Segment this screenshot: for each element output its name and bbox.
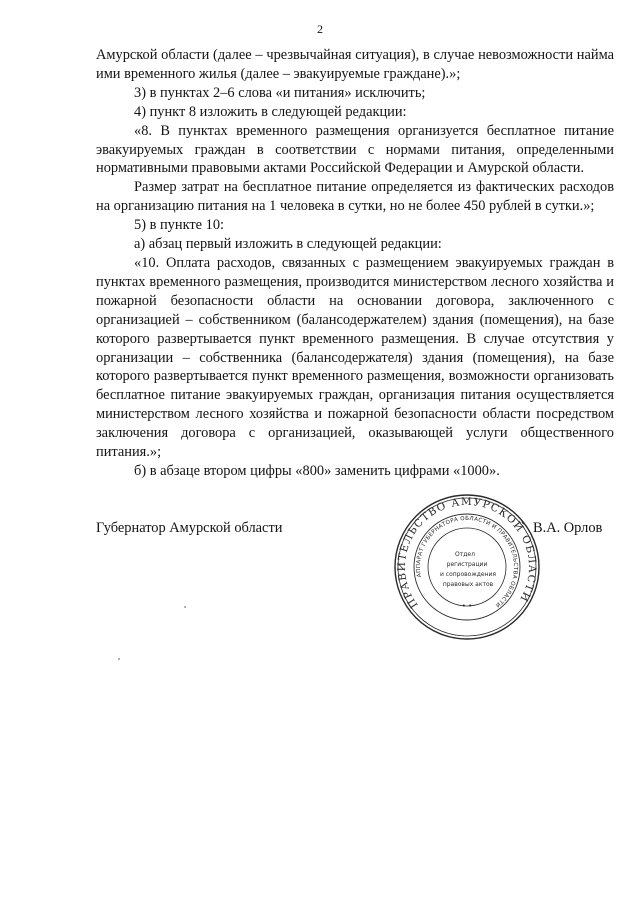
paragraph: б) в абзаце втором цифры «800» заменить цифрами «1000». <box>134 462 500 479</box>
signatory-title: Губернатор Амурской области <box>96 520 283 536</box>
paragraph: 4) пункт 8 изложить в следующей редакции: <box>134 103 407 120</box>
signatory-name: В.А. Орлов <box>533 520 603 536</box>
seal-center-line: регистрации <box>446 561 488 568</box>
seal-center-line: Отдел <box>455 551 475 558</box>
paragraph: 5) в пункте 10: <box>134 217 225 234</box>
paragraph: а) абзац первый изложить в следующей редакции: <box>134 236 442 253</box>
scan-speck <box>184 606 186 608</box>
paragraph: «10. Оплата расходов, связанных с размещением эвакуируемых граждан в пунктах временного размещения, производится министерством лесного хозяйства и пожарной безопасности области на основании договора, заключенного с организацией – собственником (балансодержателем) здания (помещения), на базе которого развертывается пункт временного размещения. В случае отсутствия у организации – собственника (балансодержателя) здания (помещения), на базе которого развертывается пункт временного размещения, возможности организовать бесплатное питание эвакуируемых граждан, организация питания осуществляется министерством лесного хозяйства и пожарной безопасности области посредством заключения договора с организацией, оказывающей услуги общественного питания.»; <box>96 254 614 461</box>
page-number: 2 <box>317 22 323 36</box>
paragraph: Амурской области (далее – чрезвычайная ситуация), в случае невозможности найма ими временного жилья (далее – эвакуируемые граждане).»; <box>96 47 614 82</box>
official-seal-stamp <box>392 492 542 642</box>
paragraph: «8. В пунктах временного размещения организуется бесплатное питание эвакуируемых граждан в соответствии с нормами питания, определенными нормативными правовыми актами Российской Федерации и Амурской области. <box>96 122 614 177</box>
seal-outer-text: ПРАВИТЕЛЬСТВО АМУРСКОЙ ОБЛАСТИ <box>395 495 539 611</box>
paragraph: Размер затрат на бесплатное питание определяется из фактических расходов на организацию питания на 1 человека в сутки, но не более 450 рублей в сутки.»; <box>96 179 614 215</box>
seal-center-line: и сопровождения <box>439 571 497 578</box>
seal-inner-text: АППАРАТ ГУБЕРНАТОРА ОБЛАСТИ И ПРАВИТЕЛЬСТВА ОБЛАСТИ <box>415 515 519 608</box>
seal-center-line: правовых актов <box>442 581 494 588</box>
paragraph: 3) в пунктах 2–6 слова «и питания» исключить; <box>134 84 426 101</box>
seal-dot-icon: • • <box>461 602 473 610</box>
scan-speck <box>118 658 120 660</box>
seal-graphic <box>392 492 542 642</box>
document-body <box>96 46 614 481</box>
